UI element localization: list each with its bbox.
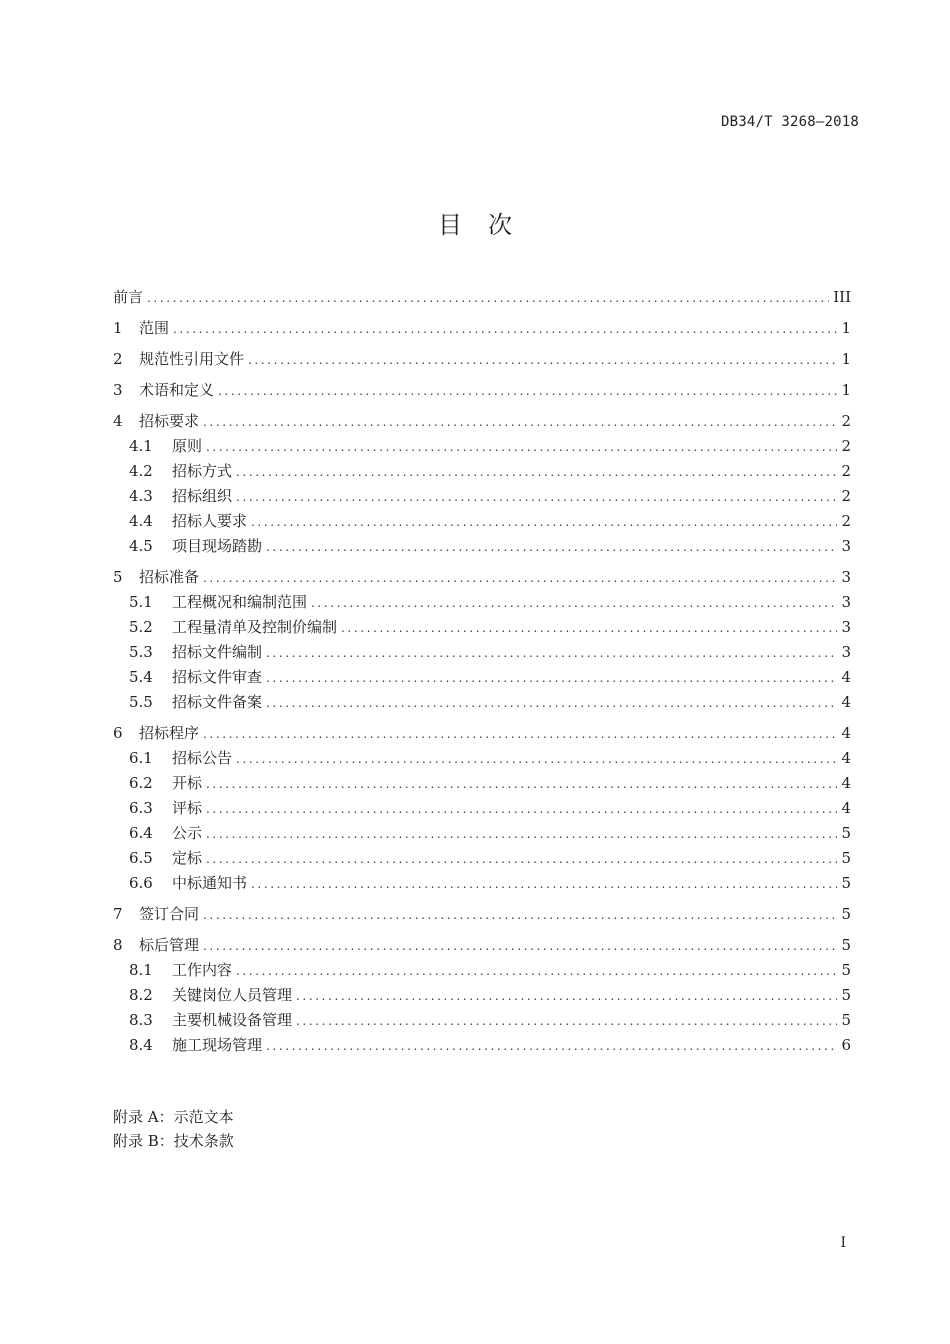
toc-entry-page: 4	[841, 749, 851, 767]
dot-leader	[206, 797, 837, 822]
toc-entry-page: III	[833, 288, 851, 306]
toc-entry[interactable]	[113, 721, 851, 746]
toc-entry[interactable]	[113, 746, 851, 771]
appendix-list	[113, 1105, 234, 1153]
dot-leader	[341, 616, 837, 641]
dot-leader	[251, 872, 837, 897]
toc-entry-number: 8.2	[129, 986, 153, 1004]
dot-leader	[266, 535, 837, 560]
toc-entry-number: 4.5	[129, 537, 153, 555]
toc-entry-number: 4.2	[129, 462, 153, 480]
toc-entry-page: 5	[841, 849, 851, 867]
dot-leader	[311, 591, 837, 616]
toc-entry-page: 3	[841, 593, 851, 611]
toc-entry[interactable]	[113, 1008, 851, 1033]
toc-entry[interactable]	[113, 933, 851, 958]
toc-entry-page: 3	[841, 568, 851, 586]
toc-entry-number: 5.3	[129, 643, 153, 661]
toc-entry-page: 1	[841, 350, 851, 368]
toc-entry-number: 5.2	[129, 618, 153, 636]
toc-entry-number: 5	[113, 568, 123, 586]
toc-entry-label: 招标文件审查	[172, 668, 263, 686]
dot-leader	[296, 984, 837, 1009]
toc-entry-page: 4	[841, 799, 851, 817]
dot-leader	[203, 722, 837, 747]
toc-entry[interactable]	[113, 983, 851, 1008]
dot-leader	[206, 847, 837, 872]
toc-entry-page: 2	[841, 412, 851, 430]
dot-leader	[236, 460, 837, 485]
toc-entry[interactable]	[113, 771, 851, 796]
toc-entry[interactable]	[113, 821, 851, 846]
toc-entry-number: 4.4	[129, 512, 153, 530]
toc-entry-number: 8.4	[129, 1036, 153, 1054]
toc-entry-number: 4.3	[129, 487, 153, 505]
toc-entry-label: 施工现场管理	[172, 1036, 263, 1054]
toc-entry-label: 招标公告	[172, 749, 233, 767]
toc-entry[interactable]	[113, 459, 851, 484]
dot-leader	[206, 772, 837, 797]
toc-entry-label: 主要机械设备管理	[172, 1011, 293, 1029]
toc-entry[interactable]	[113, 846, 851, 871]
toc-entry[interactable]	[113, 958, 851, 983]
toc-entry-page: 2	[841, 462, 851, 480]
toc-entry[interactable]	[113, 434, 851, 459]
toc-entry-page: 4	[841, 693, 851, 711]
table-of-contents	[113, 285, 851, 1058]
toc-entry-label: 招标要求	[139, 412, 200, 430]
toc-entry[interactable]	[113, 285, 851, 310]
toc-entry-number: 7	[113, 905, 123, 923]
toc-entry-label: 范围	[139, 319, 170, 337]
toc-entry[interactable]	[113, 665, 851, 690]
dot-leader	[206, 822, 837, 847]
toc-entry[interactable]	[113, 409, 851, 434]
dot-leader	[251, 510, 837, 535]
dot-leader	[173, 317, 837, 342]
toc-entry-number: 8.3	[129, 1011, 153, 1029]
toc-entry-page: 5	[841, 1011, 851, 1029]
toc-entry-label: 招标准备	[139, 568, 200, 586]
dot-leader	[206, 435, 837, 460]
toc-entry-label: 招标文件备案	[172, 693, 263, 711]
toc-entry-label: 前言	[113, 288, 144, 306]
toc-entry-page: 6	[841, 1036, 851, 1054]
toc-entry-label: 招标文件编制	[172, 643, 263, 661]
toc-entry-label: 工程概况和编制范围	[172, 593, 308, 611]
toc-entry-page: 2	[841, 437, 851, 455]
toc-entry-label: 工作内容	[172, 961, 233, 979]
toc-entry-label: 公示	[172, 824, 203, 842]
toc-entry-page: 4	[841, 774, 851, 792]
toc-entry-page: 2	[841, 487, 851, 505]
toc-entry-number: 8	[113, 936, 123, 954]
toc-entry[interactable]	[113, 316, 851, 341]
dot-leader	[266, 641, 837, 666]
document-id: DB34/T 3268—2018	[720, 114, 859, 130]
toc-entry-number: 6.3	[129, 799, 153, 817]
toc-entry-label: 标后管理	[139, 936, 200, 954]
toc-entry-label: 招标程序	[139, 724, 200, 742]
toc-entry[interactable]	[113, 615, 851, 640]
toc-entry-number: 2	[113, 350, 123, 368]
toc-entry-number: 6.2	[129, 774, 153, 792]
toc-entry-number: 4	[113, 412, 123, 430]
toc-entry[interactable]	[113, 690, 851, 715]
toc-entry-number: 6.1	[129, 749, 153, 767]
appendix-item[interactable]: 附录 B：技术条款	[113, 1132, 234, 1150]
toc-entry[interactable]	[113, 902, 851, 927]
toc-entry-number: 5.5	[129, 693, 153, 711]
toc-entry-page: 4	[841, 724, 851, 742]
dot-leader	[203, 566, 837, 591]
toc-entry-number: 3	[113, 381, 123, 399]
toc-entry[interactable]	[113, 378, 851, 403]
toc-entry-label: 术语和定义	[139, 381, 215, 399]
toc-entry-number: 6.5	[129, 849, 153, 867]
dot-leader	[236, 747, 837, 772]
toc-entry[interactable]	[113, 565, 851, 590]
dot-leader	[236, 485, 837, 510]
toc-entry-label: 招标人要求	[172, 512, 248, 530]
dot-leader	[218, 379, 837, 404]
page-title: 目次	[438, 211, 538, 239]
dot-leader	[266, 691, 837, 716]
toc-entry-page: 5	[841, 936, 851, 954]
toc-entry[interactable]	[113, 509, 851, 534]
toc-entry[interactable]	[113, 796, 851, 821]
dot-leader	[266, 1034, 837, 1059]
dot-leader	[203, 903, 837, 928]
toc-entry-page: 1	[841, 381, 851, 399]
toc-entry-label: 招标组织	[172, 487, 233, 505]
toc-entry-label: 关键岗位人员管理	[172, 986, 293, 1004]
appendix-item[interactable]: 附录 A：示范文本	[113, 1108, 234, 1126]
toc-entry-page: 5	[841, 824, 851, 842]
toc-entry-label: 工程量清单及控制价编制	[172, 618, 338, 636]
toc-entry-number: 6.4	[129, 824, 153, 842]
toc-entry[interactable]	[113, 347, 851, 372]
toc-entry-label: 项目现场踏勘	[172, 537, 263, 555]
toc-entry-number: 5.4	[129, 668, 153, 686]
toc-entry-page: 2	[841, 512, 851, 530]
toc-entry-label: 评标	[172, 799, 203, 817]
toc-entry-label: 规范性引用文件	[139, 350, 245, 368]
toc-entry-page: 5	[841, 874, 851, 892]
toc-entry[interactable]	[113, 484, 851, 509]
toc-entry-label: 签订合同	[139, 905, 200, 923]
dot-leader	[203, 934, 837, 959]
toc-entry-page: 4	[841, 668, 851, 686]
toc-entry-label: 中标通知书	[172, 874, 248, 892]
dot-leader	[296, 1009, 837, 1034]
toc-entry[interactable]	[113, 1033, 851, 1058]
toc-entry-label: 原则	[172, 437, 203, 455]
toc-entry[interactable]	[113, 534, 851, 559]
toc-entry-page: 5	[841, 961, 851, 979]
toc-entry-page: 3	[841, 643, 851, 661]
toc-entry-page: 3	[841, 618, 851, 636]
toc-entry[interactable]	[113, 871, 851, 896]
toc-entry-number: 8.1	[129, 961, 153, 979]
toc-entry-number: 6	[113, 724, 123, 742]
toc-entry-label: 开标	[172, 774, 203, 792]
toc-entry-page: 5	[841, 986, 851, 1004]
toc-entry-page: 1	[841, 319, 851, 337]
toc-entry-page: 5	[841, 905, 851, 923]
toc-entry-label: 定标	[172, 849, 203, 867]
toc-entry-number: 1	[113, 319, 123, 337]
toc-entry-number: 6.6	[129, 874, 153, 892]
toc-entry[interactable]	[113, 640, 851, 665]
dot-leader	[248, 348, 837, 373]
dot-leader	[236, 959, 837, 984]
toc-entry[interactable]	[113, 590, 851, 615]
toc-entry-label: 招标方式	[172, 462, 233, 480]
dot-leader	[203, 410, 837, 435]
dot-leader	[266, 666, 837, 691]
toc-entry-page: 3	[841, 537, 851, 555]
dot-leader	[147, 286, 829, 311]
toc-entry-number: 4.1	[129, 437, 153, 455]
footer-page-number: I	[840, 1235, 846, 1251]
toc-entry-number: 5.1	[129, 593, 153, 611]
